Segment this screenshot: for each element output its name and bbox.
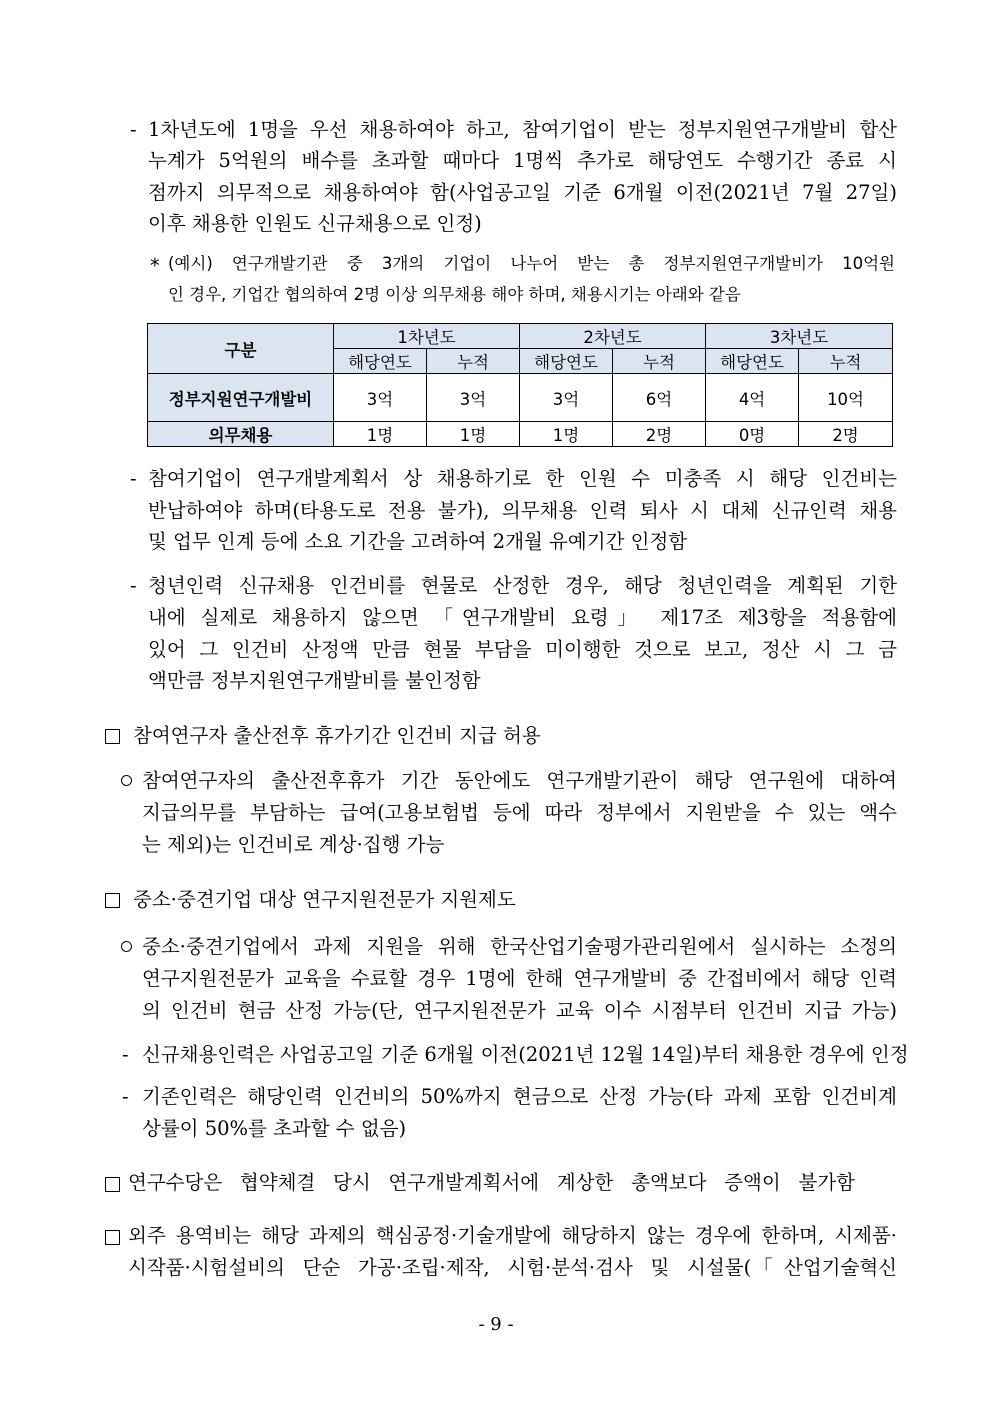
row-label: 정부지원연구개발비 (148, 374, 334, 422)
table-cell: 1명 (520, 422, 613, 447)
table-corner-header: 구분 (148, 324, 334, 374)
paragraph-line: 점까지 의무적으로 채용하여야 함(사업공고일 기준 6개월 이전(2021년 7월 27일) (148, 181, 897, 204)
row-label: 의무채용 (148, 422, 334, 447)
section-heading: 참여연구자 출산전후 휴가기간 인건비 지급 허용 (133, 724, 541, 747)
asterisk-marker: * (150, 254, 160, 277)
table-cell: 0명 (706, 422, 799, 447)
checkbox-square-icon (105, 893, 120, 908)
table-cell: 6억 (613, 374, 706, 422)
dash-marker: - (122, 1085, 129, 1108)
dash-line: 상률이 50%를 초과할 수 없음) (142, 1117, 407, 1140)
dash-marker: - (130, 574, 137, 597)
item-line: 는 제외)는 인건비로 계상·집행 가능 (142, 833, 445, 856)
note-line: 인 경우, 기업간 협의하여 2명 이상 의무채용 해야 하며, 채용시기는 아래와 같음 (168, 285, 741, 304)
table-cell: 1명 (334, 422, 427, 447)
section-line: 시작품·시험설비의 단순 가공·조립·제작, 시험·분석·검사 및 시설물(「산업기술혁신 (128, 1256, 897, 1279)
dash-line: 신규채용인력은 사업공고일 기준 6개월 이전(2021년 12월 14일)부터 채용한 경우에 인정 (142, 1043, 909, 1066)
item-line: 중소·중견기업에서 과제 지원을 위해 한국산업기술평가관리원에서 실시하는 소정의 (142, 935, 897, 958)
item-line: 지급의무를 부담하는 급여(고용보험법 등에 따라 정부에서 지원받을 수 있는 액수 (142, 801, 897, 824)
table-row (148, 422, 893, 447)
paragraph-line: 액만큼 정부지원연구개발비를 불인정함 (148, 669, 481, 692)
checkbox-square-icon (105, 1177, 120, 1192)
sub-header: 누적 (799, 349, 893, 374)
paragraph-line: 내에 실제로 채용하지 않으면 「연구개발비 요령」 제17조 제3항을 적용함에 (148, 606, 897, 629)
paragraph-line: 청년인력 신규채용 인건비를 현물로 산정한 경우, 해당 청년인력을 계획된 기한 (148, 574, 897, 597)
paragraph-line: 반납하여야 하며(타용도로 전용 불가), 의무채용 인력 퇴사 시 대체 신규인력 채용 (148, 499, 897, 522)
checkbox-square-icon (105, 729, 120, 744)
paragraph-line: 1차년도에 1명을 우선 채용하여야 하고, 참여기업이 받는 정부지원연구개발비 합산 (148, 118, 897, 141)
paragraph-line: 있어 그 인건비 산정액 만큼 현물 부담을 미이행한 것으로 보고, 정산 시 그 금 (148, 638, 897, 661)
sub-header: 해당연도 (706, 349, 799, 374)
dash-marker: - (122, 1043, 129, 1066)
dash-line: 기존인력은 해당인력 인건비의 50%까지 현금으로 산정 가능(타 과제 포함 인건비계 (142, 1085, 897, 1108)
year-header: 2차년도 (520, 324, 706, 349)
paragraph-line: 누계가 5억원의 배수를 초과할 때마다 1명씩 추가로 해당연도 수행기간 종료 시 (148, 149, 897, 172)
year-header: 3차년도 (706, 324, 893, 349)
circle-bullet-icon (121, 775, 132, 786)
dash-marker: - (130, 118, 137, 141)
sub-header: 해당연도 (334, 349, 427, 374)
table-cell: 3억 (520, 374, 613, 422)
checkbox-square-icon (105, 1230, 120, 1245)
dash-marker: - (130, 467, 137, 490)
note-line: (예시) 연구개발기관 중 3개의 기업이 나누어 받는 총 정부지원연구개발비가 10억원 (168, 254, 895, 273)
section-heading: 연구수당은 협약체결 당시 연구개발계획서에 계상한 총액보다 증액이 불가함 (128, 1171, 855, 1194)
table-cell: 4억 (706, 374, 799, 422)
table-cell: 3억 (427, 374, 520, 422)
circle-bullet-icon (121, 941, 132, 952)
item-line: 연구지원전문가 교육을 수료할 경우 1명에 한해 연구개발비 중 간접비에서 해당 인력 (142, 967, 897, 990)
paragraph-line: 이후 채용한 인원도 신규채용으로 인정) (148, 212, 482, 235)
page-number: - 9 - (478, 1314, 514, 1335)
sub-header: 해당연도 (520, 349, 613, 374)
sub-header: 누적 (613, 349, 706, 374)
table-cell: 2명 (799, 422, 893, 447)
section-line: 외주 용역비는 해당 과제의 핵심공정·기술개발에 해당하지 않는 경우에 한하며, 시제품· (128, 1224, 897, 1247)
year-header: 1차년도 (334, 324, 520, 349)
section-heading: 중소·중견기업 대상 연구지원전문가 지원제도 (133, 888, 516, 911)
item-line: 의 인건비 현금 산정 가능(단, 연구지원전문가 교육 이수 시점부터 인건비 지급 가능) (142, 999, 897, 1022)
paragraph-line: 및 업무 인계 등에 소요 기간을 고려하여 2개월 유예기간 인정함 (148, 530, 688, 553)
table-cell: 3억 (334, 374, 427, 422)
table-cell: 2명 (613, 422, 706, 447)
paragraph-line: 참여기업이 연구개발계획서 상 채용하기로 한 인원 수 미충족 시 해당 인건비는 (148, 467, 897, 490)
table-cell: 1명 (427, 422, 520, 447)
hiring-table (147, 323, 893, 447)
table-row (148, 374, 893, 422)
table-cell: 10억 (799, 374, 893, 422)
sub-header: 누적 (427, 349, 520, 374)
item-line: 참여연구자의 출산전후휴가 기간 동안에도 연구개발기관이 해당 연구원에 대하여 (142, 769, 897, 792)
